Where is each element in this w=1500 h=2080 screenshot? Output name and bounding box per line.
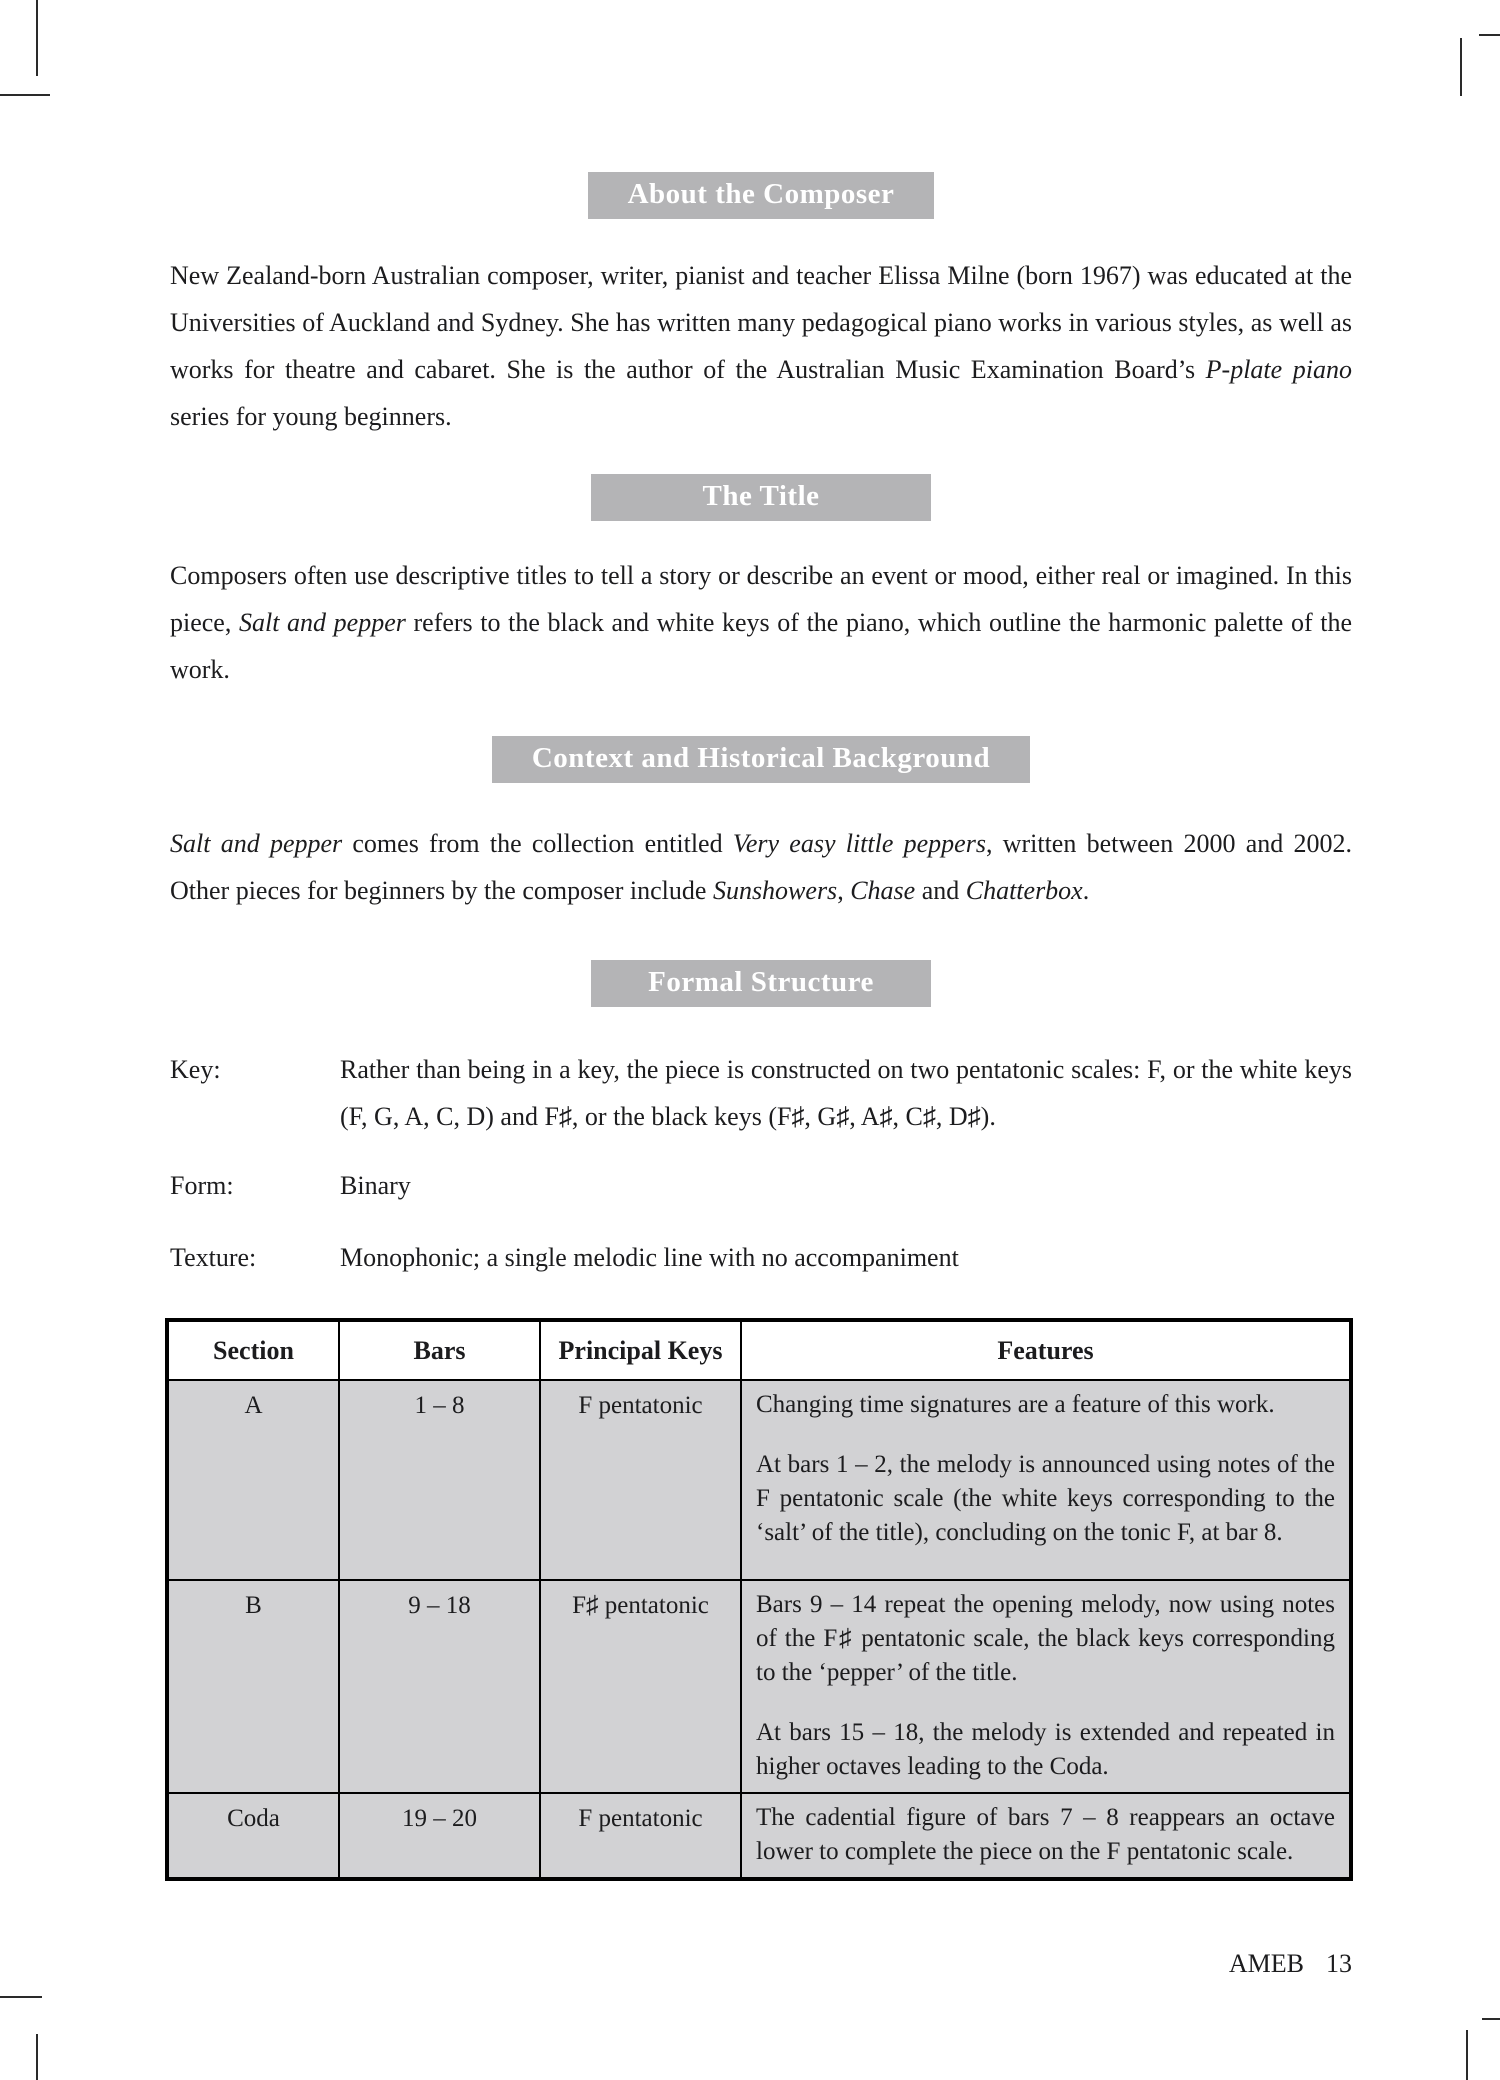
feature-paragraph: Bars 9 – 14 repeat the opening melody, now using notes of the F♯ pentatonic scale, the black keys corresponding to the ‘pepper’ of the title.: [756, 1591, 1335, 1686]
form-value: Binary: [340, 1171, 411, 1200]
key-label: Key:: [170, 1055, 221, 1084]
column-header-bars: Bars: [339, 1320, 540, 1380]
principal-keys-cell: F♯ pentatonic: [540, 1580, 741, 1793]
page-footer: [1229, 1948, 1352, 1980]
features-cell: [741, 1380, 1351, 1580]
section-heading-row: [170, 960, 1352, 1007]
trim-mark-top-left-horizontal: [0, 94, 50, 96]
trim-mark-top-left-vertical: [36, 0, 38, 76]
page-number: 13: [1326, 1949, 1352, 1978]
form-label: Form:: [170, 1171, 234, 1200]
column-header-features: Features: [741, 1320, 1351, 1380]
table-row-section-a: [167, 1380, 1351, 1580]
table-row-coda: [167, 1793, 1351, 1879]
section-heading-about-composer: About the Composer: [588, 172, 935, 219]
section-heading-row: [170, 172, 1352, 219]
trim-mark-top-right-horizontal: [1479, 34, 1500, 36]
key-value: Rather than being in a key, the piece is constructed on two pentatonic scales: F, or the white keys (F, G, A, C, D) and F♯, or the black keys (F♯, G♯, A♯, C♯, D♯).: [340, 1055, 1352, 1131]
bars-cell: 19 – 20: [339, 1793, 540, 1879]
texture-label: Texture:: [170, 1243, 257, 1272]
features-cell: [741, 1793, 1351, 1879]
feature-paragraph: At bars 15 – 18, the melody is extended and repeated in higher octaves leading to the Coda.: [756, 1719, 1335, 1780]
trim-mark-bottom-left-horizontal: [0, 1996, 42, 1998]
section-heading-row: [170, 736, 1352, 783]
imprint-label: AMEB: [1228, 1949, 1304, 1978]
principal-keys-cell: F pentatonic: [540, 1793, 741, 1879]
structure-table-container: [170, 1318, 1352, 1881]
title-paragraph: Composers often use descriptive titles to tell a story or describe an event or mood, either real or imagined. In this piece, Salt and pepper refers to the black and white keys of the piano, which outline the harmonic palette of the work.: [170, 561, 1352, 684]
trim-mark-bottom-right-vertical: [1466, 2030, 1468, 2080]
trim-mark-top-right-vertical: [1460, 38, 1462, 96]
composer-paragraph: New Zealand-born Australian composer, writer, pianist and teacher Elissa Milne (born 1967) was educated at the Universities of Auckland and Sydney. She has written many pedagogical piano works in various styles, as well as works for theatre and cabaret. She is the author of the Australian Music Examination Board’s P-plate piano series for young beginners.: [170, 261, 1352, 431]
table-header-row: [167, 1320, 1351, 1380]
section-heading-the-title: The Title: [591, 474, 931, 521]
bars-cell: 1 – 8: [339, 1380, 540, 1580]
key-definition-row: [170, 1046, 1352, 1162]
structure-table: [165, 1318, 1353, 1881]
trim-mark-bottom-right-horizontal: [1482, 2018, 1500, 2020]
context-paragraph: Salt and pepper comes from the collection entitled Very easy little peppers, written between 2000 and 2002. Other pieces for beginners by the composer include Sunshowers, Chase and Chatterbox.: [170, 829, 1352, 905]
form-definition-row: [170, 1162, 1352, 1222]
features-cell: [741, 1580, 1351, 1793]
feature-paragraph: Changing time signatures are a feature of this work.: [756, 1391, 1275, 1418]
section-heading-row: [170, 474, 1352, 521]
bars-cell: 9 – 18: [339, 1580, 540, 1793]
table-row-section-b: [167, 1580, 1351, 1793]
section-heading-context: Context and Historical Background: [492, 736, 1030, 783]
section-heading-formal-structure: Formal Structure: [591, 960, 931, 1007]
trim-mark-bottom-left-vertical: [36, 2034, 38, 2080]
texture-value: Monophonic; a single melodic line with no accompaniment: [340, 1243, 959, 1272]
feature-paragraph: At bars 1 – 2, the melody is announced using notes of the F pentatonic scale (the white keys corresponding to the ‘salt’ of the title), concluding on the tonic F, at bar 8.: [756, 1451, 1335, 1546]
texture-definition-row: [170, 1234, 1352, 1294]
feature-paragraph: The cadential figure of bars 7 – 8 reappears an octave lower to complete the piece on the F pentatonic scale.: [756, 1804, 1335, 1865]
section-cell: Coda: [167, 1793, 339, 1879]
section-cell: B: [167, 1580, 339, 1793]
section-cell: A: [167, 1380, 339, 1580]
principal-keys-cell: F pentatonic: [540, 1380, 741, 1580]
column-header-section: Section: [167, 1320, 339, 1380]
column-header-principal-keys: Principal Keys: [540, 1320, 741, 1380]
